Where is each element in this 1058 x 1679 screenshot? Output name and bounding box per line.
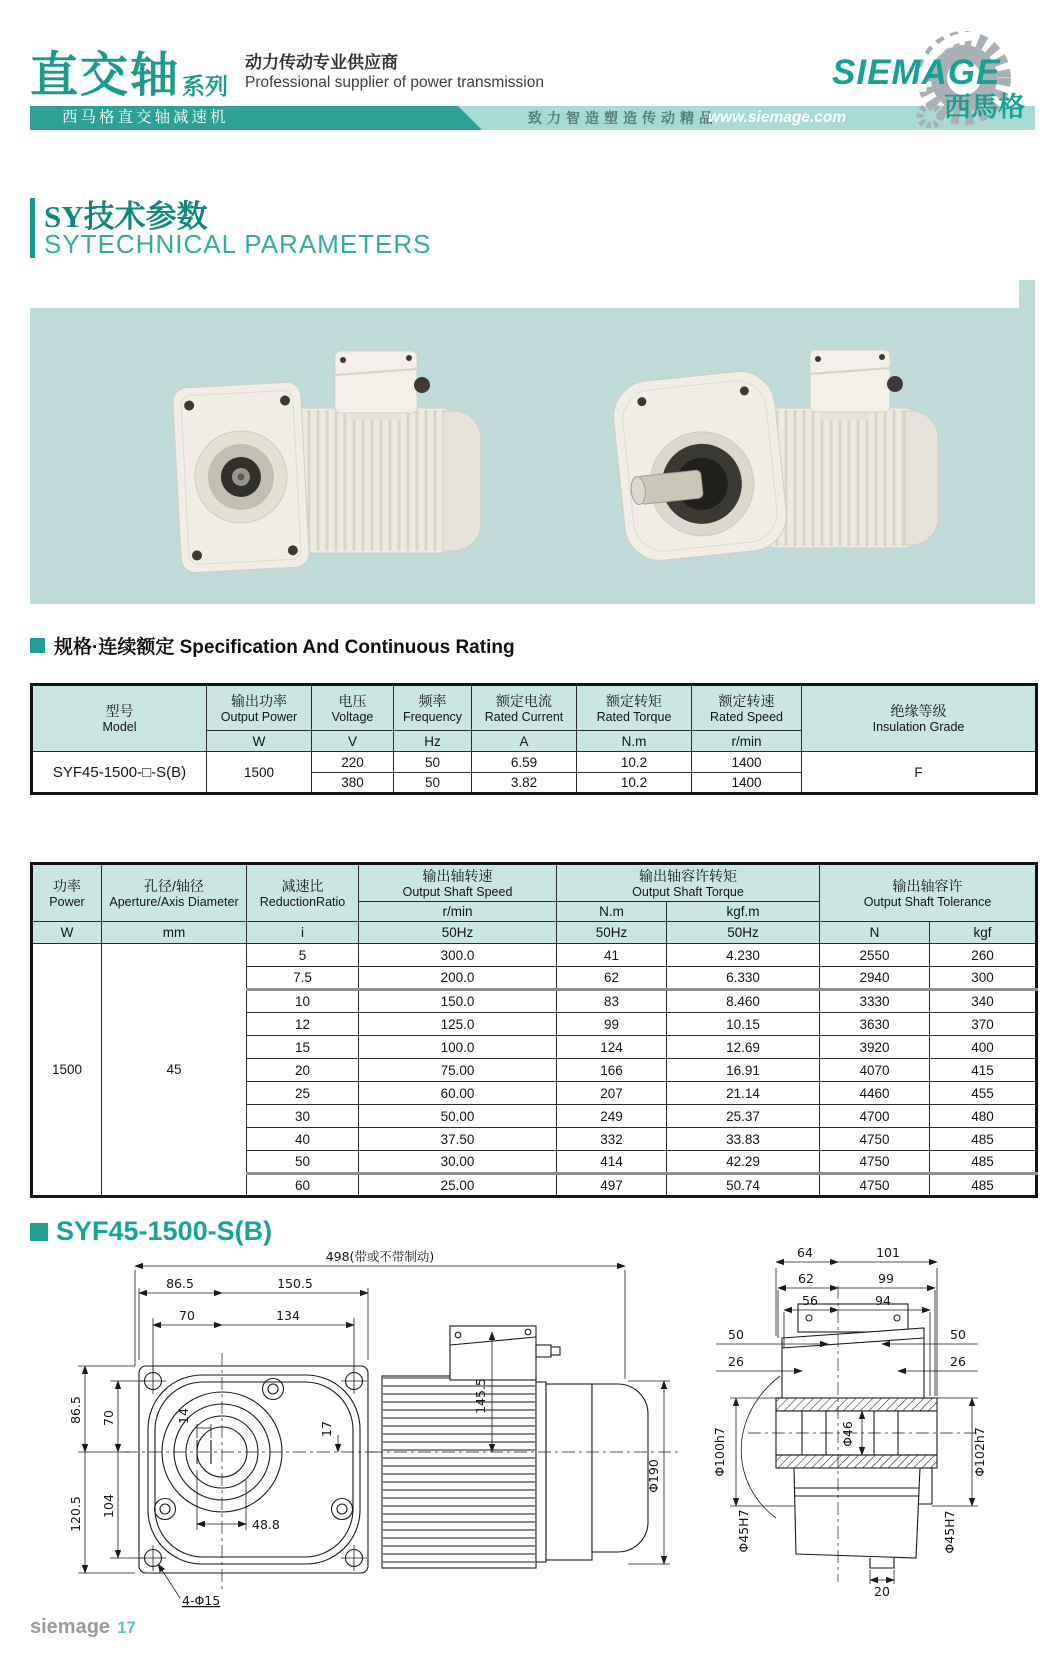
svg-text:4-Φ15: 4-Φ15: [182, 1593, 221, 1608]
band-notch: [1019, 280, 1035, 308]
svg-text:62: 62: [798, 1271, 814, 1286]
cell-tol-kgf: 485: [930, 1174, 1037, 1197]
svg-text:48.8: 48.8: [252, 1517, 280, 1532]
cell-torque-kgfm: 12.69: [667, 1036, 820, 1059]
cell-torque-nm: 166: [557, 1059, 667, 1082]
series-title: 直交轴: [30, 49, 181, 102]
footer-page-number: 17: [117, 1618, 136, 1637]
cell-tol-kgf: 300: [930, 967, 1037, 990]
heading-bullet-square: [30, 638, 45, 653]
cell-ratio: 5: [247, 944, 359, 967]
cell-torque-nm: 249: [557, 1105, 667, 1128]
t2-freq-kgfm: 50Hz: [667, 922, 820, 944]
t1-header-insulation: 绝缘等级 Insulation Grade: [802, 685, 1037, 752]
drawing-section-heading: [30, 1216, 272, 1247]
svg-text:86.5: 86.5: [68, 1396, 83, 1424]
heading-bullet-square: [30, 1223, 48, 1241]
cell-torque-kgfm: 25.37: [667, 1105, 820, 1128]
cell-torque: 10.2: [577, 773, 692, 794]
t2-unit-rmin: r/min: [359, 902, 557, 922]
svg-text:Φ190: Φ190: [646, 1459, 661, 1493]
svg-text:101: 101: [876, 1248, 900, 1260]
footer-brand: siemage: [30, 1616, 111, 1638]
cell-torque-kgfm: 21.14: [667, 1082, 820, 1105]
svg-text:20: 20: [874, 1584, 890, 1599]
cell-ratio: 12: [247, 1013, 359, 1036]
cell-speed: 1400: [692, 773, 802, 794]
svg-text:26: 26: [950, 1354, 966, 1369]
svg-text:Φ100h7: Φ100h7: [712, 1427, 727, 1477]
front-view: [68, 1276, 382, 1608]
cell-tol-n: 4750: [820, 1128, 930, 1151]
t2-freq-speed: 50Hz: [359, 922, 557, 944]
t1-header-rated-speed: 额定转速 Rated Speed: [692, 685, 802, 731]
cell-ratio: 50: [247, 1151, 359, 1174]
series-suffix: 系列: [182, 73, 228, 99]
svg-text:70: 70: [101, 1410, 116, 1426]
page-title-zh: SY技术参数: [44, 199, 208, 234]
cell-tol-kgf: 415: [930, 1059, 1037, 1082]
cell-speed: 25.00: [359, 1174, 557, 1197]
cell-torque-kgfm: 50.74: [667, 1174, 820, 1197]
t1-header-voltage: 电压 Voltage: [312, 685, 394, 731]
cell-torque-nm: 41: [557, 944, 667, 967]
cell-voltage: 380: [312, 773, 394, 794]
cell-tol-kgf: 485: [930, 1151, 1037, 1174]
spec-section-heading: 规格·连续额定 Specification And Continuous Rating: [30, 632, 515, 659]
cell-torque-kgfm: 4.230: [667, 944, 820, 967]
cell-speed: 37.50: [359, 1128, 557, 1151]
cell-torque-nm: 62: [557, 967, 667, 990]
cell-tol-kgf: 400: [930, 1036, 1037, 1059]
svg-text:134: 134: [276, 1308, 300, 1323]
t1-unit-w: W: [207, 731, 312, 752]
cell-ratio: 40: [247, 1128, 359, 1151]
cell-speed: 60.00: [359, 1082, 557, 1105]
output-power-cell: 1500: [207, 752, 312, 794]
flange-face: [172, 382, 310, 573]
cell-ratio: 10: [247, 990, 359, 1013]
cell-speed: 200.0: [359, 967, 557, 990]
product-photo-band: [30, 308, 1035, 604]
cell-frequency: 50: [394, 773, 472, 794]
t2-header-tolerance: 输出轴容许 Output Shaft Tolerance: [820, 864, 1037, 922]
t1-header-rated-current: 额定电流 Rated Current: [472, 685, 577, 731]
header-slogan-zh: 动力传动专业供应商: [245, 53, 398, 72]
drawing-model-title: SYF45-1500-S(B): [56, 1216, 273, 1246]
banner-slogan: 致力智造塑造传动精品: [528, 110, 718, 126]
cell-torque-nm: 99: [557, 1013, 667, 1036]
svg-text:145.5: 145.5: [473, 1378, 488, 1414]
svg-text:Φ45H7: Φ45H7: [942, 1510, 957, 1554]
cell-torque-kgfm: 8.460: [667, 990, 820, 1013]
t2-header-torque: 输出轴容许转矩 Output Shaft Torque: [557, 864, 820, 902]
t1-header-model: 型号 Model: [32, 685, 207, 752]
svg-text:120.5: 120.5: [68, 1496, 83, 1532]
header-slogan-en: Professional supplier of power transmission: [245, 74, 544, 91]
cell-voltage: 220: [312, 752, 394, 773]
cell-torque-kgfm: 33.83: [667, 1128, 820, 1151]
t2-unit-w: W: [32, 922, 102, 944]
cell-ratio: 25: [247, 1082, 359, 1105]
cell-tol-n: 3630: [820, 1013, 930, 1036]
cell-speed: 100.0: [359, 1036, 557, 1059]
t2-unit-mm: mm: [102, 922, 247, 944]
cell-torque-nm: 83: [557, 990, 667, 1013]
cell-tol-n: 4750: [820, 1174, 930, 1197]
logo-wordmark: SIEMAGE: [832, 53, 1001, 92]
t1-unit-v: V: [312, 731, 394, 752]
t2-header-aperture: 孔径/轴径 Aperture/Axis Diameter: [102, 864, 247, 922]
svg-text:94: 94: [875, 1293, 891, 1308]
cell-ratio: 15: [247, 1036, 359, 1059]
cell-tol-n: 2550: [820, 944, 930, 967]
cell-tol-kgf: 485: [930, 1128, 1037, 1151]
title-accent-bar: [30, 198, 35, 258]
t1-unit-rmin: r/min: [692, 731, 802, 752]
svg-text:64: 64: [797, 1248, 813, 1260]
cell-tol-n: 4700: [820, 1105, 930, 1128]
cell-tol-kgf: 455: [930, 1082, 1037, 1105]
cell-tol-n: 3920: [820, 1036, 930, 1059]
side-view: [370, 1326, 682, 1568]
cell-speed: 30.00: [359, 1151, 557, 1174]
t2-header-speed: 输出轴转速 Output Shaft Speed: [359, 864, 557, 902]
t2-unit-nm: N.m: [557, 902, 667, 922]
svg-text:70: 70: [179, 1308, 195, 1323]
ratio-performance-table: [30, 862, 1038, 1198]
cell-torque: 10.2: [577, 752, 692, 773]
cell-torque-kgfm: 10.15: [667, 1013, 820, 1036]
cell-torque-nm: 124: [557, 1036, 667, 1059]
page-title-en: SYTECHNICAL PARAMETERS: [44, 229, 432, 259]
model-cell: SYF45-1500-□-S(B): [32, 752, 207, 794]
svg-text:150.5: 150.5: [277, 1276, 313, 1291]
siemage-logo: [826, 28, 1038, 128]
t1-unit-hz: Hz: [394, 731, 472, 752]
power-value-cell: 1500: [32, 944, 102, 1197]
t1-header-output-power: 输出功率 Output Power: [207, 685, 312, 731]
cell-tol-kgf: 260: [930, 944, 1037, 967]
cell-tol-n: 4460: [820, 1082, 930, 1105]
cell-torque-nm: 497: [557, 1174, 667, 1197]
cell-speed: 150.0: [359, 990, 557, 1013]
cell-speed: 300.0: [359, 944, 557, 967]
svg-text:Φ45H7: Φ45H7: [736, 1509, 751, 1553]
t1-unit-a: A: [472, 731, 577, 752]
svg-text:50: 50: [950, 1327, 966, 1342]
cell-torque-nm: 414: [557, 1151, 667, 1174]
cell-tol-kgf: 370: [930, 1013, 1037, 1036]
technical-drawing: [30, 1248, 1035, 1620]
t2-unit-kgf: kgf: [930, 922, 1037, 944]
cell-ratio: 7.5: [247, 967, 359, 990]
cell-ratio: 60: [247, 1174, 359, 1197]
cell-torque-kgfm: 16.91: [667, 1059, 820, 1082]
cell-speed: 50.00: [359, 1105, 557, 1128]
banner-left-label: 西马格直交轴减速机: [62, 109, 229, 126]
t2-unit-i: i: [247, 922, 359, 944]
cell-tol-n: 4070: [820, 1059, 930, 1082]
t1-header-rated-torque: 额定转矩 Rated Torque: [577, 685, 692, 731]
motor-photo-shaft-side: [575, 326, 965, 588]
cell-frequency: 50: [394, 752, 472, 773]
aperture-value-cell: 45: [102, 944, 247, 1197]
svg-text:56: 56: [802, 1293, 818, 1308]
overall-length-dim: [135, 1249, 625, 1379]
logo-chinese: 西馬格: [944, 92, 1025, 122]
motor-photo-front-flange: [125, 333, 505, 583]
cell-current: 3.82: [472, 773, 577, 794]
cell-tol-n: 4750: [820, 1151, 930, 1174]
gearbox-housing: [610, 368, 790, 564]
svg-text:86.5: 86.5: [166, 1276, 194, 1291]
cell-torque-nm: 332: [557, 1128, 667, 1151]
svg-text:99: 99: [878, 1271, 894, 1286]
t2-header-power: 功率 Power: [32, 864, 102, 922]
t2-unit-n: N: [820, 922, 930, 944]
section-view: [712, 1248, 987, 1599]
t2-freq-nm: 50Hz: [557, 922, 667, 944]
website-link[interactable]: www.siemage.com: [708, 109, 847, 126]
cell-speed: 75.00: [359, 1059, 557, 1082]
insulation-cell: F: [802, 752, 1037, 794]
cell-speed: 1400: [692, 752, 802, 773]
t2-unit-kgfm: kgf.m: [667, 902, 820, 922]
page-footer: [30, 1616, 136, 1639]
svg-text:26: 26: [728, 1354, 744, 1369]
t1-header-frequency: 频率 Frequency: [394, 685, 472, 731]
cell-tol-kgf: 480: [930, 1105, 1037, 1128]
cell-speed: 125.0: [359, 1013, 557, 1036]
svg-text:498(带或不带制动): 498(带或不带制动): [325, 1249, 435, 1264]
cell-tol-n: 3330: [820, 990, 930, 1013]
t1-unit-nm: N.m: [577, 731, 692, 752]
cell-tol-n: 2940: [820, 967, 930, 990]
cell-ratio: 30: [247, 1105, 359, 1128]
cell-ratio: 20: [247, 1059, 359, 1082]
cell-current: 6.59: [472, 752, 577, 773]
cell-torque-kgfm: 42.29: [667, 1151, 820, 1174]
cell-tol-kgf: 340: [930, 990, 1037, 1013]
svg-text:14: 14: [176, 1408, 191, 1424]
t2-header-ratio: 减速比 ReductionRatio: [247, 864, 359, 922]
svg-text:50: 50: [728, 1327, 744, 1342]
cell-torque-nm: 207: [557, 1082, 667, 1105]
svg-text:17: 17: [319, 1421, 334, 1437]
cell-torque-kgfm: 6.330: [667, 967, 820, 990]
svg-text:Φ46: Φ46: [840, 1421, 855, 1447]
spec-rating-table: [30, 683, 1038, 795]
svg-text:104: 104: [101, 1494, 116, 1518]
svg-text:Φ102h7: Φ102h7: [972, 1427, 987, 1477]
